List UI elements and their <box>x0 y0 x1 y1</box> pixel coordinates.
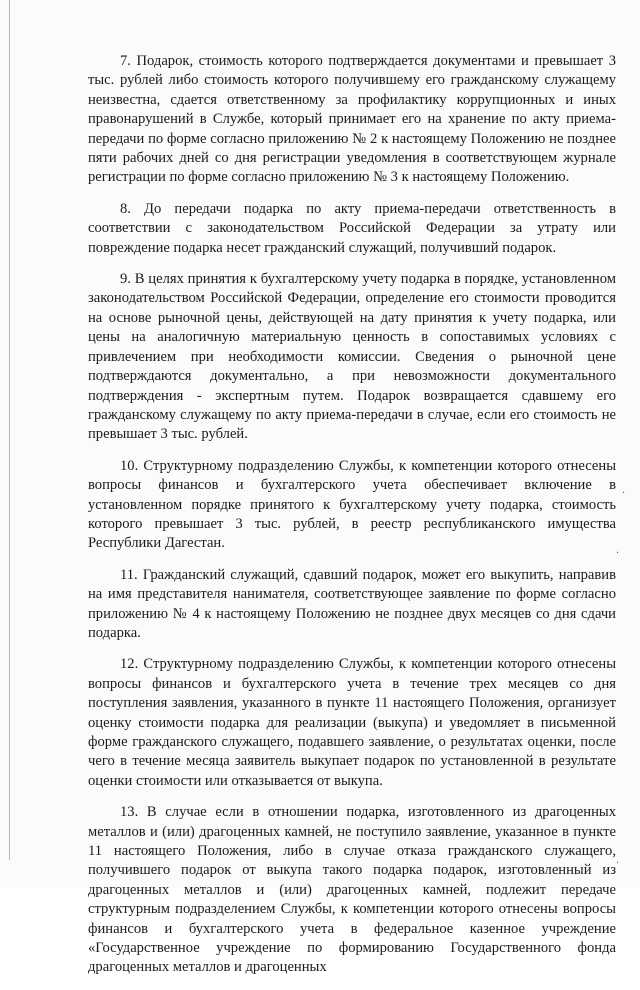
paragraph-8: 8. До передачи подарка по акту приема-передачи ответственность в соответствии с законодательством Российской Федерации за утрату или повреждение подарка несет гражданский служащий, получивший подарок. <box>88 200 616 256</box>
scan-speck: · <box>616 548 620 559</box>
document-body <box>88 52 616 990</box>
paragraph-9: 9. В целях принятия к бухгалтерскому учету подарка в порядке, установленном законодательством Российской Федерации, определение его стоимости проводится на основе рыночной цены, действующей на дату принятия к учету подарка, или цены на аналогичную материальную ценность в сопоставимых условиях с привлечением при необходимости комиссии. Сведения о рыночной цене подтверждаются документально, а при невозможности документального подтверждения - экспертным путем. Подарок возвращается сдавшему его гражданскому служащему по акту приема-передачи в случае, если его стоимость не превышает 3 тыс. рублей. <box>88 271 616 443</box>
scan-speck: · <box>622 488 626 499</box>
paragraph-10: 10. Структурному подразделению Службы, к компетенции которого отнесены вопросы финансов и бухгалтерского учета обеспечивает включение в установленном порядке принятого к бухгалтерскому учету подарка, стоимость которого превышает 3 тыс. рублей, в реестр республиканского имущества Республики Дагестан. <box>88 457 616 552</box>
paragraph-13: 13. В случае если в отношении подарка, изготовленного из драгоценных металлов и (или) драгоценных камней, не поступило заявление, указанное в пункте 11 настоящего Положения, либо в случае отказа гражданского служащего, получившего подарок от выкупа такого подарка подарок, изготовленный из драгоценных металлов и (или) драгоценных камней, подлежит передаче структурным подразделением Службы, к компетенции которого отнесены вопросы финансов и бухгалтерского учета в федеральное казенное учреждение «Государственное учреждение по формированию Государственного фонда драгоценных металлов и драгоценных <box>88 804 616 976</box>
paragraph-11: 11. Гражданский служащий, сдавший подарок, может его выкупить, направив на имя представителя нанимателя, соответствующее заявление по форме согласно приложению № 4 к настоящему Положению не позднее двух месяцев со дня сдачи подарка. <box>88 566 616 641</box>
scan-speck: · <box>616 858 620 869</box>
scan-page-edge <box>9 0 10 860</box>
paragraph-7: 7. Подарок, стоимость которого подтверждается документами и превышает 3 тыс. рублей либо стоимость которого получившему его гражданскому служащему неизвестна, сдается ответственному за профилактику коррупционных и иных правонарушений в Службе, который принимает его на хранение по акту приема-передачи по форме согласно приложению № 2 к настоящему Положению не позднее пяти рабочих дней со дня регистрации уведомления в соответствующем журнале регистрации по форме согласно приложению № 3 к настоящему Положению. <box>88 53 616 186</box>
paragraph-12: 12. Структурному подразделению Службы, к компетенции которого отнесены вопросы финансов и бухгалтерского учета в течение трех месяцев со дня поступления заявления, указанного в пункте 11 настоящего Положения, организует оценку стоимости подарка для реализации (выкупа) и уведомляет в письменной форме гражданского служащего, подавшего заявление, о результатах оценки, после чего в течение месяца заявитель выкупает подарок по установленной в результате оценки стоимости или отказывается от выкупа. <box>88 656 616 789</box>
